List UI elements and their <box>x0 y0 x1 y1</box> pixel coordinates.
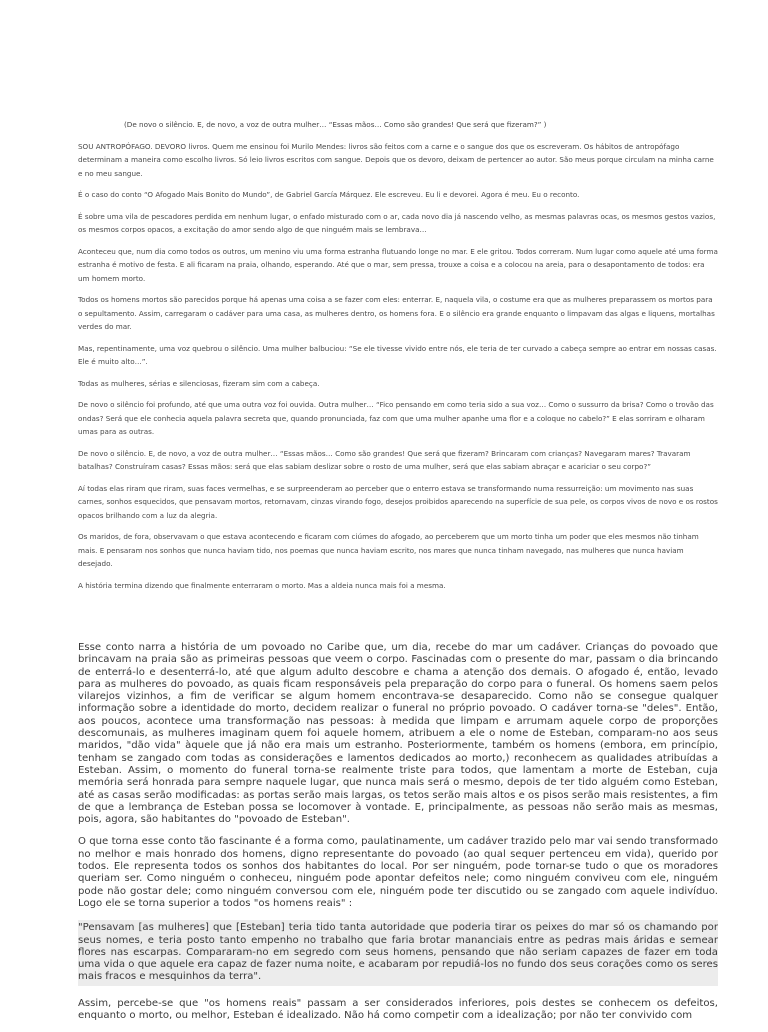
analysis-paragraph: Assim, percebe-se que "os homens reais" passam a ser considerados inferiores, pois destes se conhecem os defeitos, enquanto o morto, ou melhor, Esteban é idealizado. Não há como competir com a idealização; por não ter convivido com <box>78 997 718 1022</box>
paragraph-antropofago: SOU ANTROPÓFAGO. DEVORO livros. Quem me ensinou foi Murilo Mendes: livros são feitos com a carne e o sangue dos que os escreveram. Os hábitos de antropófago determinam a maneira como escolho livros. Só leio livros escritos com sangue. Depois que os devoro, deixam de pertencer ao autor. São meus porque circulam na minha carne e no meu sangue. <box>78 141 714 178</box>
intro-line: (De novo o silêncio. E, de novo, a voz de outra mulher… “Essas mãos… Como são grandes! Que será que fizeram?” ) <box>124 120 547 129</box>
paragraph-maridos: Os maridos, de fora, observavam o que estava acontecendo e ficaram com ciúmes do afogado, ao perceberem que um morto tinha um poder que eles mesmos não tinham mais. E pensaram nos sonhos que nunca haviam tido, nos poemas que nunca haviam escrito, nos mares que nunca tinham navegado, nas mulheres que nunca haviam desejado. <box>78 532 699 568</box>
paragraph-vila: É sobre uma vila de pescadores perdida em nenhum lugar, o enfado misturado com o ar, cada novo dia já nascendo velho, as mesmas palavras ocas, os mesmos gestos vazios, os mesmos corpos opacos, a excitação do amor sendo algo de que ninguém mais se lembrava… <box>78 211 716 234</box>
paragraph-maos: De novo o silêncio. E, de novo, a voz de outra mulher… “Essas mãos… Como são grandes! Que será que fizeram? Brincaram com crianças? Navegaram mares? Travaram batalhas? Construíram casas? Essas mãos: será que elas sabiam deslizar sobre o rosto de uma mulher, será que elas sabiam abraçar e acariciar o seu corpo?” <box>78 448 691 471</box>
paragraph-conto: É o caso do conto “O Afogado Mais Bonito do Mundo”, de Gabriel García Márquez. Ele escreveu. Eu li e devorei. Agora é meu. Eu o reconto. <box>78 190 580 199</box>
paragraph-final: A história termina dizendo que finalmente enterraram o morto. Mas a aldeia nunca mais foi a mesma. <box>78 580 446 590</box>
paragraph-menino: Aconteceu que, num dia como todos os outros, um menino viu uma forma estranha flutuando longe no mar. E ele gritou. Todos correram. Num lugar como aquele até uma forma estranha é motivo de festa. E ali ficaram na praia, olhando, esperando. Até que o mar, sem pressa, trouxe a coisa e a colocou na areia, para o desapontamento de todos: era um homem morto. <box>78 246 718 283</box>
essay-section <box>78 120 718 600</box>
paragraph-riram: Aí todas elas riram que riram, suas faces vermelhas, e se surpreenderam ao perceber que o enterro estava se transformando numa ressurreição: um movimento nas suas carnes, sonhos esquecidos, que pensavam mortos, retornavam, cinzas virando fogo, desejos proibidos aparecendo na superfície de sua pele, os corpos vivos de novo e os rostos opacos brilhando com a luz da alegria. <box>78 483 718 520</box>
analysis-paragraph: O que torna esse conto tão fascinante é a forma como, paulatinamente, um cadáver trazido pelo mar vai sendo transformado no melhor e mais honrado dos homens, digno representante do povoado (ao qual sequer pertenceu em vida), querido por todos. Ele representa todos os sonhos dos habitantes do local. Por ser ninguém, pode tornar-se tudo o que os moradores queriam ser. Como ninguém o conheceu, ninguém pode apontar defeitos nele; como ninguém conviveu com ele, ninguém pode não gostar dele; como ninguém conversou com ele, ninguém pode ter discutido ou se zangado com aquele indivíduo. Logo ele se torna superior a todos "os homens reais" : <box>78 836 718 909</box>
quote-block: "Pensavam [as mulheres] que [Esteban] teria tido tanta autoridade que poderia tirar os peixes do mar só os chamando por seus nomes, e teria posto tanto empenho no trabalho que faria brotar mananciais entre as pedras mais áridas e semear flores nas escarpas. Compararam-no em segredo com seus homens, pensando que não seriam capazes de fazer em toda uma vida o que aquele era capaz de fazer numa noite, e acabaram por repudiá-los no fundo dos seus corações como os seres mais fracos e mesquinhos da terra". <box>78 920 718 985</box>
paragraph-mulheres-sim: Todas as mulheres, sérias e silenciosas, fizeram sim com a cabeça. <box>78 378 320 388</box>
paragraph-homens-mortos: Todos os homens mortos são parecidos porque há apenas uma coisa a se fazer com eles: enterrar. E, naquela vila, o costume era que as mulheres preparassem os mortos para o sepultamento. Assim, carregaram o cadáver para uma casa, as mulheres dentro, os homens fora. E o silêncio era grande enquanto o limpavam das algas e liquens, mortalhas verdes do mar. <box>78 295 715 331</box>
paragraph-voz: Mas, repentinamente, uma voz quebrou o silêncio. Uma mulher balbuciou: “Se ele tivesse vivido entre nós, ele teria de ter curvado a cabeça sempre ao entrar em nossas casas. Ele é muito alto…”. <box>78 343 717 366</box>
analysis-section <box>78 642 718 1032</box>
analysis-paragraph: Esse conto narra a história de um povoado no Caribe que, um dia, recebe do mar um cadáver. Crianças do povoado que brincavam na praia são as primeiras pessoas que veem o corpo. Fascinadas com o presente do mar, passam o dia brincando de enterrá-lo e desenterrá-lo, até que algum adulto descobre e chama a atenção dos demais. O afogado é, então, levado para as mulheres do povoado, as quais ficam responsáveis pela preparação do corpo para o funeral. Os homens saem pelos vilarejos vizinhos, a fim de verificar se algum homem encontrava-se desaparecido. Como não se consegue qualquer informação sobre a identidade do morto, decidem realizar o funeral no próprio povoado. O cadáver torna-se "deles". Então, aos poucos, acontece uma transformação nas pessoas: à medida que limpam e arrumam aquele corpo de proporções descomunais, as mulheres imaginam quem foi aquele homem, atribuem a ele o nome de Esteban, comparam-no aos seus maridos, "dão vida" àquele que já não era mais um estranho. Posteriormente, também os homens (embora, em princípio, tenham se zangado com todas as considerações e lamentos dedicados ao morto,) reconhecem as qualidades atribuídas a Esteban. Assim, o momento do funeral torna-se realmente triste para todos, que lamentam a morte de Esteban, cuja memória será honrada para sempre naquele lugar, que nunca mais será o mesmo, depois de ter tido alguém como Esteban, até as casas serão modificadas: as portas serão mais largas, os tetos serão mais altos e os pisos serão mais resistentes, a fim de que a lembrança de Esteban possa se locomover à vontade. E, principalmente, as pessoas não serão mais as mesmas, pois, agora, são habitantes do "povoado de Esteban". <box>78 642 718 826</box>
paragraph-outra-voz: De novo o silêncio foi profundo, até que uma outra voz foi ouvida. Outra mulher… “Fico pensando em como teria sido a sua voz… Como o sussurro da brisa? Como o trovão das ondas? Será que ele conhecia aquela palavra secreta que, quando pronunciada, faz com que uma mulher apanhe uma flor e a coloque no cabelo?” E elas sorriram e olharam umas para as outras. <box>78 400 714 436</box>
